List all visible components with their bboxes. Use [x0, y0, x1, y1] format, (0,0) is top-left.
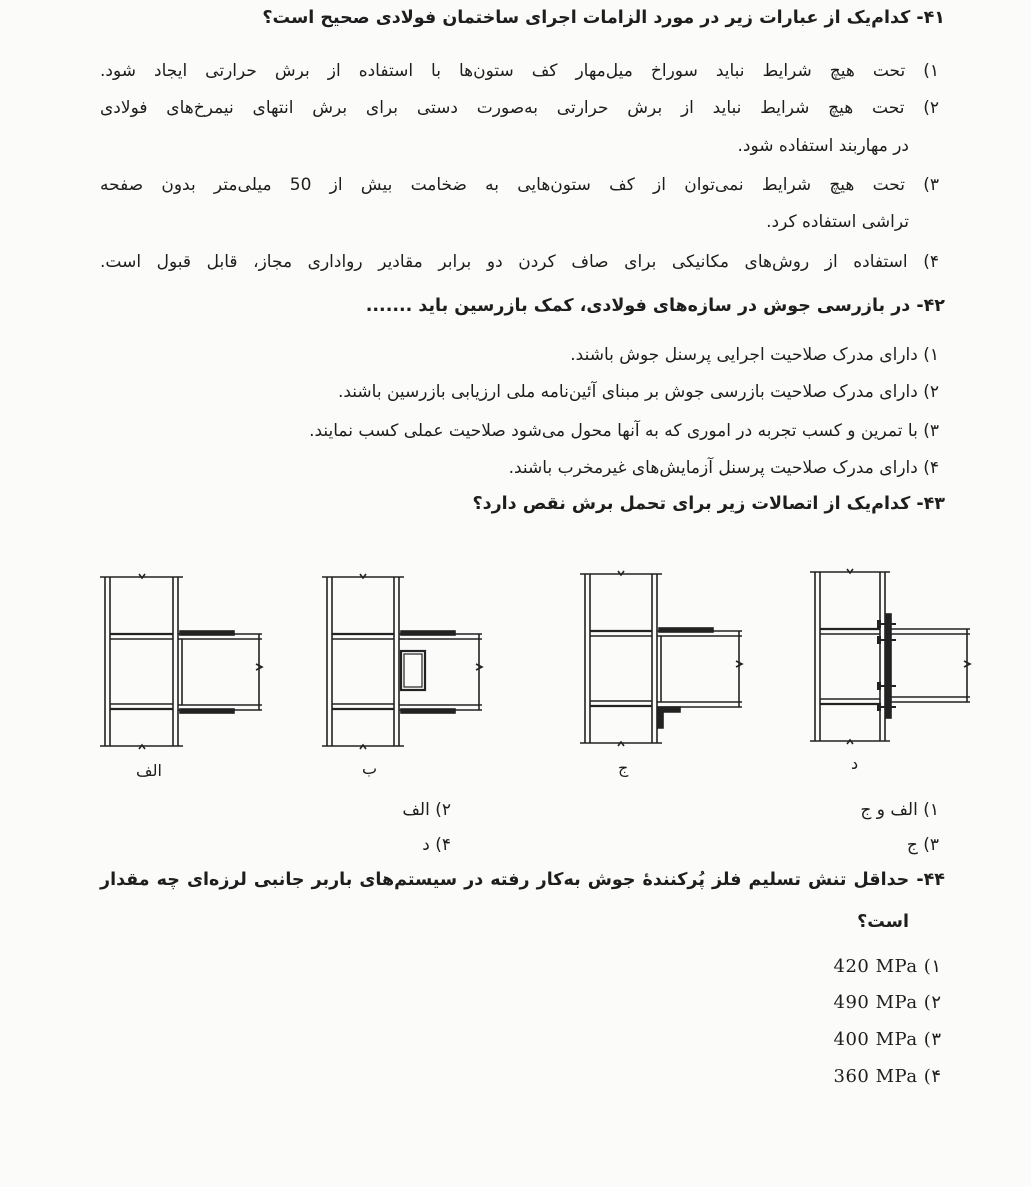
figure-label-alef: الف [136, 761, 162, 780]
q41-option-4: ۴) استفاده از روش‌های مکانیکی برای صاف کردن دو برابر مقادیر رواداری مجاز، قابل قبول است. [100, 252, 939, 272]
q41-option-3-line1: ۳) تحت هیچ شرایط نمی‌توان از کف ستون‌هایی به ضخامت بیش از 50 میلی‌متر بدون صفحه [100, 175, 939, 195]
q43-option-1: ۱) الف و ج [860, 800, 939, 820]
q42-option-4: ۴) دارای مدرک صلاحیت پرسنل آزمایش‌های غیرمخرب باشند. [508, 458, 939, 478]
figure-dal-drawing [810, 569, 970, 744]
q43-option-3: ۳) ج [906, 835, 939, 855]
figure-label-dal: د [851, 754, 859, 773]
q41-option-2-line2: در مهاربند استفاده شود. [737, 136, 909, 156]
q42-option-1: ۱) دارای مدرک صلاحیت اجرایی پرسنل جوش باشند. [570, 345, 939, 365]
figure-alef-drawing [100, 574, 262, 749]
q41-title: ۴۱- کدام‌یک از عبارات زیر در مورد الزامات اجرای ساختمان فولادی صحیح است؟ [262, 8, 945, 28]
q41-option-3-line2: تراشی استفاده کرد. [766, 212, 909, 232]
q44-option-2: 490 MPa (۲ [833, 992, 941, 1013]
q44-option-4: 360 MPa (۴ [833, 1066, 941, 1087]
q43-title: ۴۳- کدام‌یک از اتصالات زیر برای تحمل برش نقص دارد؟ [472, 494, 945, 514]
q43-option-4: ۴) د [422, 835, 451, 855]
q43-option-2: ۲) الف [402, 800, 451, 820]
figure-be-drawing [322, 574, 482, 749]
q44-title-line1: ۴۴- حداقل تنش تسلیم فلز پُرکنندهٔ جوش به‌کار رفته در سیستم‌های باربر جانبی لرزه‌ای چه مقدار [100, 870, 945, 890]
q42-title: ۴۲- در بازرسی جوش در سازه‌های فولادی، کمک بازرسین باید ....... [365, 296, 945, 316]
q41-option-1: ۱) تحت هیچ شرایط نباید سوراخ میل‌مهار کف ستون‌ها با استفاده از برش حرارتی ایجاد شود. [100, 61, 939, 81]
figure-label-jim: ج [618, 758, 629, 777]
figure-jim-drawing [580, 571, 742, 746]
q44-option-1: 420 MPa (۱ [833, 956, 941, 977]
q41-option-2-line1: ۲) تحت هیچ شرایط نباید از برش حرارتی به‌صورت دستی برای برش انتهای نیمرخ‌های فولادی [100, 98, 939, 118]
q44-option-3: 400 MPa (۳ [833, 1029, 941, 1050]
q44-title-line2: است؟ [857, 912, 909, 932]
figure-label-be: ب [362, 759, 378, 778]
q42-option-3: ۳) با تمرین و کسب تجربه در اموری که به آنها محول می‌شود صلاحیت عملی کسب نمایند. [309, 421, 939, 441]
q42-option-2: ۲) دارای مدرک صلاحیت بازرسی جوش بر مبنای آئین‌نامه ملی ارزیابی بازرسین باشند. [337, 382, 939, 402]
